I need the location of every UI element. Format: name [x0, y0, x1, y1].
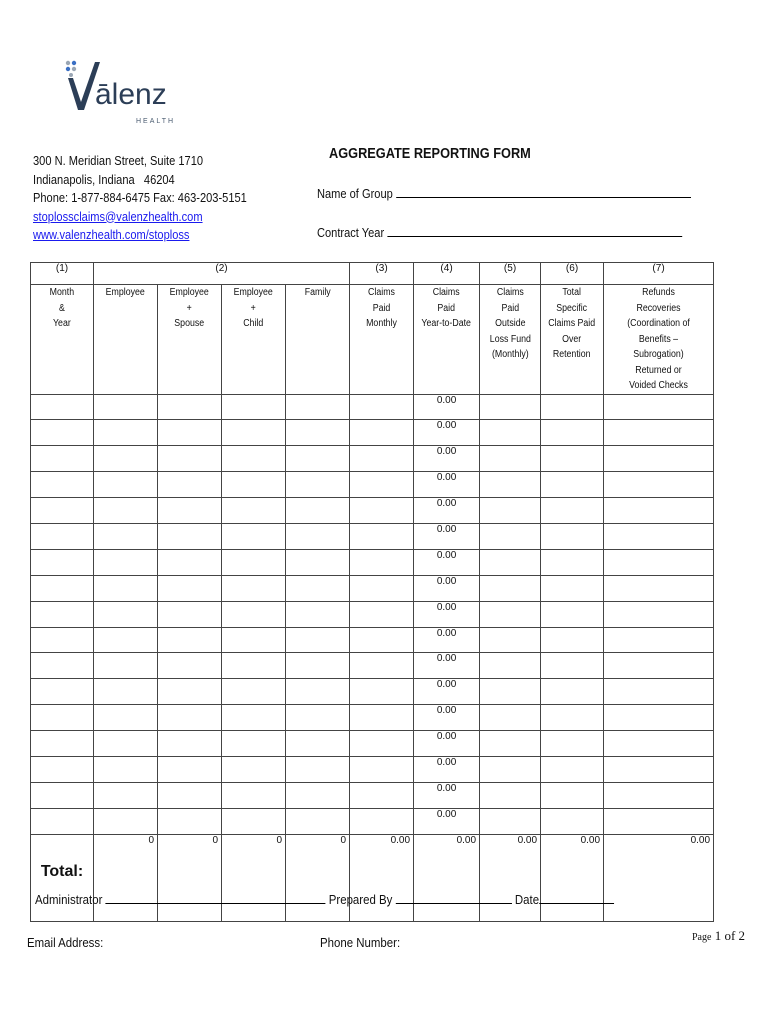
table-cell[interactable]: [604, 446, 714, 472]
table-cell[interactable]: [604, 782, 714, 808]
group-number: (6): [541, 263, 604, 285]
col-header-label: Month & Year: [49, 287, 75, 329]
table-cell[interactable]: [31, 420, 94, 446]
table-cell[interactable]: [31, 679, 94, 705]
col-header-claims-outside: [480, 285, 541, 395]
contract-year-input[interactable]: [387, 236, 682, 237]
table-cell[interactable]: [94, 575, 158, 601]
table-cell[interactable]: [158, 523, 222, 549]
table-cell[interactable]: [541, 601, 604, 627]
table-row: [31, 394, 714, 420]
col-header-claims-ytd: [414, 285, 480, 395]
table-cell[interactable]: [31, 705, 94, 731]
table-cell[interactable]: [286, 705, 350, 731]
table-cell[interactable]: [480, 653, 541, 679]
table-row: [31, 498, 714, 524]
table-cell[interactable]: [604, 756, 714, 782]
table-cell[interactable]: [94, 782, 158, 808]
table-cell[interactable]: [286, 808, 350, 834]
table-cell[interactable]: [604, 523, 714, 549]
logo-wordmark: ālenz: [95, 78, 167, 111]
claims-ytd-cell: 0.00: [414, 653, 480, 679]
table-cell[interactable]: [158, 705, 222, 731]
table-cell[interactable]: [350, 446, 414, 472]
table-cell[interactable]: [480, 394, 541, 420]
table-row: [31, 446, 714, 472]
address-phone-fax: Phone: 1-877-884-6475 Fax: 463-203-5151: [33, 191, 247, 205]
prepared-by-input[interactable]: [396, 903, 512, 904]
table-cell[interactable]: [158, 472, 222, 498]
table-row: [31, 731, 714, 757]
table-cell[interactable]: [158, 679, 222, 705]
table-cell[interactable]: [158, 549, 222, 575]
table-cell[interactable]: [604, 394, 714, 420]
table-cell[interactable]: [480, 756, 541, 782]
table-row: [31, 601, 714, 627]
table-cell[interactable]: [94, 498, 158, 524]
table-cell[interactable]: [222, 420, 286, 446]
email-link[interactable]: stoplossclaims@valenzhealth.com: [33, 209, 203, 224]
table-cell[interactable]: [480, 523, 541, 549]
table-cell[interactable]: [158, 394, 222, 420]
table-cell[interactable]: [541, 627, 604, 653]
address-block: [33, 152, 247, 245]
table-cell[interactable]: [94, 420, 158, 446]
table-cell[interactable]: [94, 472, 158, 498]
col-header-month-year: [31, 285, 94, 395]
group-number: (7): [604, 263, 714, 285]
group-number: (4): [414, 263, 480, 285]
table-cell[interactable]: [541, 731, 604, 757]
table-cell[interactable]: [286, 601, 350, 627]
total-claims-outside: 0.00: [480, 834, 541, 921]
table-cell[interactable]: [350, 808, 414, 834]
table-cell[interactable]: [350, 627, 414, 653]
page-current: 1: [714, 928, 722, 943]
name-of-group-field[interactable]: [317, 187, 691, 201]
administrator-field[interactable]: [35, 892, 614, 907]
table-cell[interactable]: [222, 782, 286, 808]
table-row: [31, 653, 714, 679]
table-cell[interactable]: [158, 782, 222, 808]
total-family: 0: [286, 834, 350, 921]
table-cell[interactable]: [286, 756, 350, 782]
table-cell[interactable]: [286, 549, 350, 575]
col-header-employee: [94, 285, 158, 395]
table-cell[interactable]: [222, 472, 286, 498]
table-cell[interactable]: [480, 446, 541, 472]
administrator-label: Administrator: [35, 892, 103, 907]
table-cell[interactable]: [480, 808, 541, 834]
table-cell[interactable]: [286, 446, 350, 472]
table-cell[interactable]: [222, 627, 286, 653]
table-cell[interactable]: [158, 446, 222, 472]
table-cell[interactable]: [541, 705, 604, 731]
table-cell[interactable]: [604, 808, 714, 834]
table-cell[interactable]: [350, 679, 414, 705]
col-header-label: Claims Paid Monthly: [366, 287, 397, 329]
name-of-group-label: Name of Group: [317, 187, 393, 201]
table-cell[interactable]: [541, 446, 604, 472]
table-cell[interactable]: [222, 575, 286, 601]
table-cell[interactable]: [286, 627, 350, 653]
date-label: Date: [514, 892, 540, 907]
table-cell[interactable]: [94, 653, 158, 679]
table-cell[interactable]: [31, 731, 94, 757]
table-cell[interactable]: [222, 731, 286, 757]
table-cell[interactable]: [31, 549, 94, 575]
table-row: [31, 679, 714, 705]
table-row: [31, 575, 714, 601]
table-cell[interactable]: [480, 498, 541, 524]
table-cell[interactable]: [94, 705, 158, 731]
aggregate-table: [30, 262, 714, 922]
table-cell[interactable]: [480, 679, 541, 705]
claims-ytd-cell: 0.00: [414, 627, 480, 653]
table-cell[interactable]: [604, 420, 714, 446]
email-address-label: Email Address:: [27, 935, 104, 950]
table-cell[interactable]: [604, 731, 714, 757]
total-employee-child: 0: [222, 834, 286, 921]
table-cell[interactable]: [158, 731, 222, 757]
table-cell[interactable]: [480, 782, 541, 808]
table-cell[interactable]: [31, 523, 94, 549]
group-number: (3): [350, 263, 414, 285]
table-cell[interactable]: [31, 601, 94, 627]
table-cell[interactable]: [480, 420, 541, 446]
table-cell[interactable]: [158, 627, 222, 653]
column-header-row: [31, 285, 714, 395]
table-cell[interactable]: [541, 808, 604, 834]
col-header-refunds: [604, 285, 714, 395]
table-cell[interactable]: [604, 575, 714, 601]
claims-ytd-cell: 0.00: [414, 549, 480, 575]
table-cell[interactable]: [222, 523, 286, 549]
address-city: Indianapolis, Indiana 46204: [33, 172, 175, 187]
claims-ytd-cell: 0.00: [414, 808, 480, 834]
table-cell[interactable]: [480, 731, 541, 757]
table-cell[interactable]: [222, 601, 286, 627]
table-cell[interactable]: [541, 472, 604, 498]
total-employee: 0: [94, 834, 158, 921]
prepared-by-label: Prepared By: [328, 892, 393, 907]
table-cell[interactable]: [94, 394, 158, 420]
table-cell[interactable]: [350, 653, 414, 679]
table-cell[interactable]: [31, 756, 94, 782]
phone-number-label: Phone Number:: [320, 935, 401, 950]
table-cell[interactable]: [604, 627, 714, 653]
table-cell[interactable]: [480, 627, 541, 653]
col-header-label: Claims Paid Year-to-Date: [421, 287, 472, 329]
table-cell[interactable]: [541, 420, 604, 446]
table-cell[interactable]: [31, 653, 94, 679]
col-header-claims-monthly: [350, 285, 414, 395]
table-row: [31, 472, 714, 498]
col-header-specific-retention: [541, 285, 604, 395]
table-cell[interactable]: [286, 472, 350, 498]
table-cell[interactable]: [480, 472, 541, 498]
table-cell[interactable]: [31, 446, 94, 472]
table-cell[interactable]: [94, 627, 158, 653]
table-cell[interactable]: [158, 756, 222, 782]
table-cell[interactable]: [541, 575, 604, 601]
table-cell[interactable]: [286, 653, 350, 679]
claims-ytd-cell: 0.00: [414, 601, 480, 627]
claims-ytd-cell: 0.00: [414, 394, 480, 420]
table-cell[interactable]: [350, 705, 414, 731]
table-cell[interactable]: [94, 756, 158, 782]
table-cell[interactable]: [94, 446, 158, 472]
table-cell[interactable]: [158, 420, 222, 446]
page-of: of: [724, 928, 736, 943]
col-header-label: Employee + Spouse: [169, 287, 210, 329]
administrator-input[interactable]: [106, 903, 326, 904]
table-cell[interactable]: [286, 498, 350, 524]
table-cell[interactable]: [31, 627, 94, 653]
table-cell[interactable]: [222, 549, 286, 575]
total-refunds: 0.00: [604, 834, 714, 921]
table-cell[interactable]: [94, 731, 158, 757]
col-header-label: Family: [304, 287, 331, 298]
page-word: Page: [692, 932, 712, 943]
total-specific-retention: 0.00: [541, 834, 604, 921]
table-cell[interactable]: [222, 756, 286, 782]
total-claims-monthly: 0.00: [350, 834, 414, 921]
table-cell[interactable]: [541, 549, 604, 575]
col-header-label: Refunds Recoveries (Coordination of Benefits – Subrogation) Returned or Voided Checks: [627, 287, 690, 391]
table-cell[interactable]: [286, 679, 350, 705]
address-street: 300 N. Meridian Street, Suite 1710: [33, 154, 204, 168]
table-cell[interactable]: [31, 808, 94, 834]
table-cell[interactable]: [158, 575, 222, 601]
table-cell[interactable]: [541, 679, 604, 705]
table-cell[interactable]: [286, 731, 350, 757]
col-header-label: Employee: [105, 287, 146, 298]
table-cell[interactable]: [222, 808, 286, 834]
page-total: 2: [738, 928, 746, 943]
claims-ytd-cell: 0.00: [414, 782, 480, 808]
table-cell[interactable]: [31, 575, 94, 601]
table-cell[interactable]: [222, 498, 286, 524]
table-cell[interactable]: [541, 394, 604, 420]
table-row: [31, 549, 714, 575]
form-title: AGGREGATE REPORTING FORM: [329, 146, 531, 162]
table-row: [31, 627, 714, 653]
table-cell[interactable]: [541, 782, 604, 808]
table-row: [31, 782, 714, 808]
col-header-family: [286, 285, 350, 395]
table-cell[interactable]: [350, 523, 414, 549]
table-cell[interactable]: [480, 705, 541, 731]
table-row: [31, 756, 714, 782]
claims-ytd-cell: 0.00: [414, 575, 480, 601]
table-cell[interactable]: [350, 756, 414, 782]
table-cell[interactable]: [222, 679, 286, 705]
table-cell[interactable]: [31, 394, 94, 420]
table-cell[interactable]: [541, 523, 604, 549]
claims-ytd-cell: 0.00: [414, 523, 480, 549]
table-cell[interactable]: [350, 472, 414, 498]
table-cell[interactable]: [94, 808, 158, 834]
total-label: Total:: [31, 834, 94, 921]
table-cell[interactable]: [94, 679, 158, 705]
table-cell[interactable]: [350, 420, 414, 446]
table-cell[interactable]: [222, 394, 286, 420]
total-employee-spouse: 0: [158, 834, 222, 921]
table-cell[interactable]: [94, 549, 158, 575]
claims-ytd-cell: 0.00: [414, 420, 480, 446]
table-cell[interactable]: [222, 653, 286, 679]
table-cell[interactable]: [350, 731, 414, 757]
table-cell[interactable]: [286, 523, 350, 549]
col-header-label: Employee + Child: [233, 287, 274, 329]
logo-tagline: HEALTH: [136, 118, 176, 125]
table-cell[interactable]: [480, 549, 541, 575]
table-cell[interactable]: [480, 575, 541, 601]
group-number: (2): [94, 263, 350, 285]
contract-year-label: Contract Year: [317, 226, 385, 240]
page-number: [692, 928, 745, 944]
date-input[interactable]: [539, 903, 614, 904]
table-cell[interactable]: [604, 679, 714, 705]
table-cell[interactable]: [222, 705, 286, 731]
table-cell[interactable]: [480, 601, 541, 627]
table-cell[interactable]: [94, 601, 158, 627]
table-cell[interactable]: [541, 498, 604, 524]
col-header-label: Total Specific Claims Paid Over Retention: [548, 287, 596, 360]
claims-ytd-cell: 0.00: [414, 679, 480, 705]
table-cell[interactable]: [604, 653, 714, 679]
table-cell[interactable]: [286, 394, 350, 420]
claims-ytd-cell: 0.00: [414, 446, 480, 472]
table-cell[interactable]: [31, 782, 94, 808]
table-cell[interactable]: [350, 498, 414, 524]
table-cell[interactable]: [286, 420, 350, 446]
col-header-employee-spouse: [158, 285, 222, 395]
table-cell[interactable]: [350, 575, 414, 601]
table-cell[interactable]: [604, 705, 714, 731]
total-claims-ytd: 0.00: [414, 834, 480, 921]
website-link[interactable]: www.valenzhealth.com/stoploss: [33, 228, 190, 242]
table-row: [31, 420, 714, 446]
table-cell[interactable]: [604, 601, 714, 627]
table-row: [31, 705, 714, 731]
table-cell[interactable]: [158, 498, 222, 524]
table-cell[interactable]: [604, 472, 714, 498]
total-row: [31, 834, 714, 921]
table-cell[interactable]: [541, 653, 604, 679]
claims-ytd-cell: 0.00: [414, 472, 480, 498]
table-cell[interactable]: [31, 472, 94, 498]
col-header-employee-child: [222, 285, 286, 395]
table-cell[interactable]: [541, 756, 604, 782]
table-cell[interactable]: [604, 498, 714, 524]
table-cell[interactable]: [158, 808, 222, 834]
claims-ytd-cell: 0.00: [414, 705, 480, 731]
table-cell[interactable]: [350, 549, 414, 575]
claims-ytd-cell: 0.00: [414, 498, 480, 524]
group-number-row: [31, 263, 714, 285]
claims-ytd-cell: 0.00: [414, 731, 480, 757]
col-header-label: Claims Paid Outside Loss Fund (Monthly): [489, 287, 531, 360]
table-cell[interactable]: [222, 446, 286, 472]
table-cell[interactable]: [350, 394, 414, 420]
group-number: (1): [31, 263, 94, 285]
table-row: [31, 808, 714, 834]
contract-year-field[interactable]: [317, 226, 682, 240]
table-cell[interactable]: [350, 782, 414, 808]
table-cell[interactable]: [158, 601, 222, 627]
table-cell[interactable]: [350, 601, 414, 627]
name-of-group-input[interactable]: [396, 197, 691, 198]
table-cell[interactable]: [286, 575, 350, 601]
group-number: (5): [480, 263, 541, 285]
table-cell[interactable]: [31, 498, 94, 524]
table-row: [31, 523, 714, 549]
table-cell[interactable]: [604, 549, 714, 575]
claims-ytd-cell: 0.00: [414, 756, 480, 782]
table-cell[interactable]: [158, 653, 222, 679]
table-cell[interactable]: [286, 782, 350, 808]
table-cell[interactable]: [94, 523, 158, 549]
